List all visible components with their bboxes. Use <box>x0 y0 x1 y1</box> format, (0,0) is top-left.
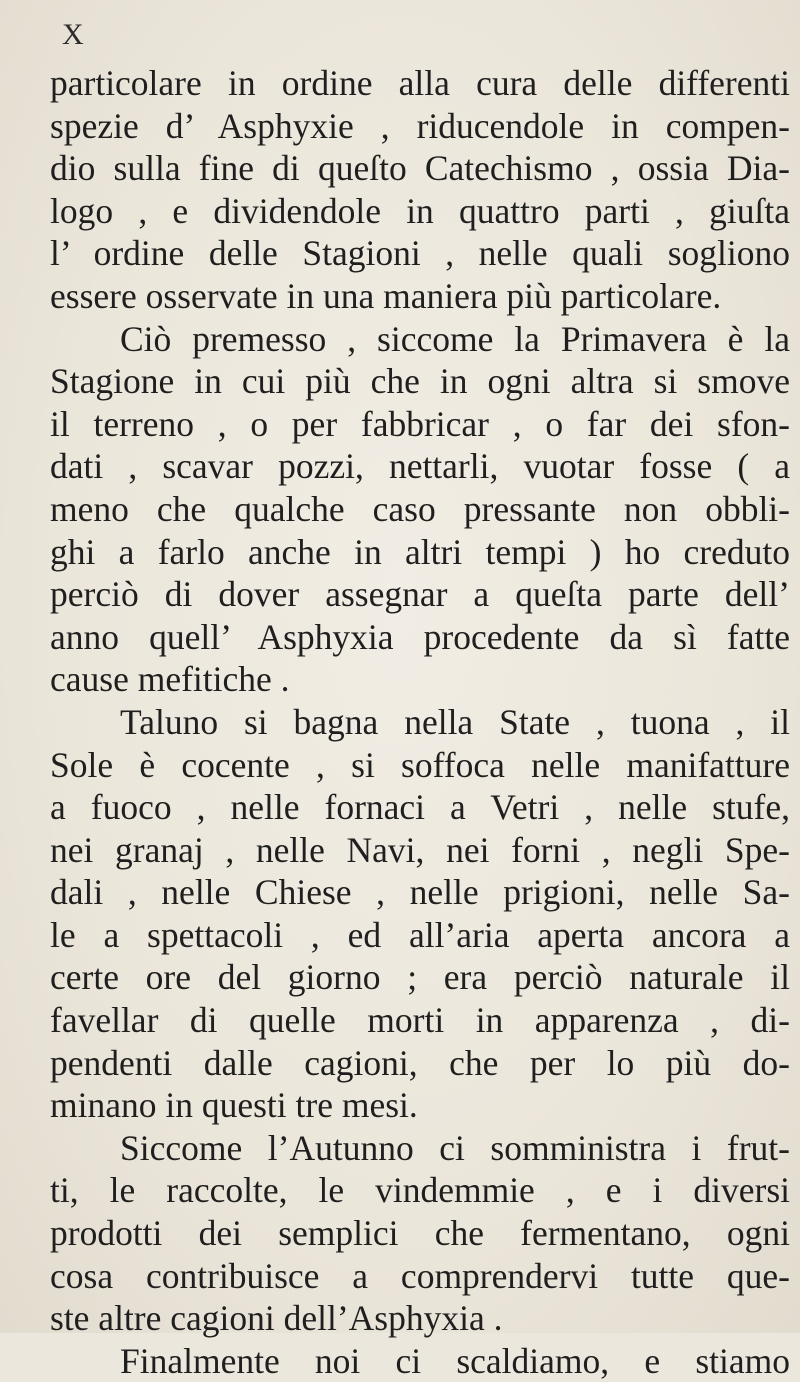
text-line: spezie d’ Asphyxie , riducendole in compen- <box>50 105 790 146</box>
text-line: cosa contribuisce a comprendervi tutte que- <box>50 1255 790 1296</box>
text-line: a fuoco , nelle fornaci a Vetri , nelle stufe, <box>50 787 790 828</box>
text-line: le a spettacoli , ed all’aria aperta ancora a <box>50 914 790 955</box>
text-line: ste altre cagioni dell’Asphyxia . <box>50 1298 503 1339</box>
text-line: l’ ordine delle Stagioni , nelle quali sogliono <box>50 233 790 274</box>
text-line: ghi a farlo anche in altri tempi ) ho creduto <box>50 531 790 572</box>
text-line: essere osservate in una maniera più particolare. <box>50 275 722 316</box>
text-line: il terreno , o per fabbricar , o far dei sfon- <box>50 403 790 444</box>
text-line: Taluno si bagna nella State , tuona , il <box>120 701 790 742</box>
signature-mark: X <box>62 18 86 51</box>
text-line: dati , scavar pozzi, nettarli, vuotar fosse ( a <box>50 446 790 487</box>
text-line: anno quell’ Asphyxia procedente da sì fatte <box>50 616 790 657</box>
text-line: ti, le raccolte, le vindemmie , e i diversi <box>50 1170 790 1211</box>
text-line: favellar di quelle morti in apparenza , di- <box>50 1000 790 1041</box>
text-line: perciò di dover assegnar a queſta parte dell’ <box>50 574 790 615</box>
text-line: prodotti dei semplici che fermentano, ogni <box>50 1213 790 1254</box>
text-line: Ciò premesso , siccome la Primavera è la <box>120 318 790 359</box>
text-line: Finalmente noi ci scaldiamo, e stiamo <box>120 1340 790 1381</box>
text-line: logo , e dividendole in quattro parti , giuſta <box>50 190 790 231</box>
text-line: dio sulla fine di queſto Catechismo , ossia Dia- <box>50 148 790 189</box>
text-line: particolare in ordine alla cura delle differenti <box>50 63 790 103</box>
text-line: Sole è cocente , si soffoca nelle manifatture <box>50 744 790 785</box>
text-line: cause mefitiche . <box>50 659 290 700</box>
text-line: dali , nelle Chiese , nelle prigioni, nelle Sa- <box>50 872 790 913</box>
text-line: minano in questi tre mesi. <box>50 1085 418 1126</box>
text-line: pendenti dalle cagioni, che per lo più do- <box>50 1042 790 1083</box>
text-line: Siccome l’Autunno ci somministra i frut- <box>120 1127 790 1168</box>
text-line: Stagione in cui più che in ogni altra si smove <box>50 361 790 402</box>
body-text <box>50 62 790 1382</box>
text-line: nei granaj , nelle Navi, nei forni , negli Spe- <box>50 829 790 870</box>
text-line: certe ore del giorno ; era perciò naturale il <box>50 957 790 998</box>
text-line: meno che qualche caso pressante non obbli- <box>50 488 790 529</box>
